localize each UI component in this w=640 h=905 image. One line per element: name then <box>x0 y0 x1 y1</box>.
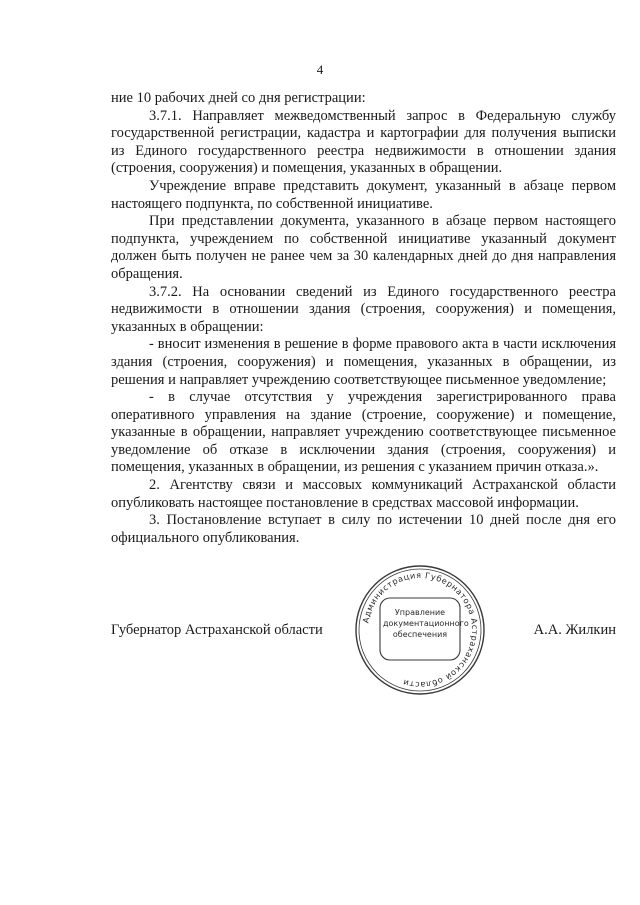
paragraph-3-7-2: 3.7.2. На основании сведений из Единого государственного реестра недвижимости в отношении здания (строения, сооружения) и помещения, указанных в обращении: <box>111 283 616 335</box>
paragraph-3-effective: 3. Постановление вступает в силу по истечении 10 дней после дня его официального опубликования. <box>111 512 616 546</box>
list-item-amend: - вносит изменения в решение в форме правового акта в части исключения здания (строения, сооружения) и помещения, указанных в обращении, из решения и направляет учреждению соответствующее письменное уведомление; <box>111 336 616 388</box>
paragraph-submission: При представлении документа, указанного в абзаце первом настоящего подпункта, учреждением по собственной инициативе указанный документ должен быть получен не ранее чем за 30 календарных дней до дня направления обращения. <box>111 213 616 282</box>
paragraph-continuation: ние 10 рабочих дней со дня регистрации: <box>111 90 366 106</box>
signatory-name: А.А. Жилкин <box>533 622 616 638</box>
document-body <box>111 90 616 547</box>
signatory-title: Губернатор Астраханской области <box>111 622 323 638</box>
stamp-line-3: обеспечения <box>392 630 448 639</box>
paragraph-2-publish: 2. Агентству связи и массовых коммуникаций Астраханской области опубликовать настоящее постановление в средствах массовой информации. <box>111 477 616 511</box>
list-item-refusal: - в случае отсутствия у учреждения зарегистрированного права оперативного управления на здание (строение, сооружение) и помещение, указанные в обращении, направляет учреждению соответствующее письменное уведомление об отказе в исключении здания (строения, сооружения) и помещения, указанных в обращении, из решения с указанием причин отказа.». <box>111 389 616 476</box>
paragraph-initiative: Учреждение вправе представить документ, указанный в абзаце первом настоящего подпункта, по собственной инициативе. <box>111 177 616 212</box>
stamp-line-2: документационного <box>383 619 469 628</box>
stamp-inner-text <box>383 607 469 640</box>
stamp-line-1: Управление <box>394 608 446 617</box>
paragraph-3-7-1: 3.7.1. Направляет межведомственный запрос в Федеральную службу государственной регистрации, кадастра и картографии для получения выписки из Единого государственного реестра недвижимости в отношении здания (строения, сооружения) и помещения, указанных в обращении. <box>111 107 616 177</box>
stamp-outer-text: Администрация Губернатора Астраханской области <box>360 569 481 691</box>
page-number: 4 <box>316 62 324 77</box>
